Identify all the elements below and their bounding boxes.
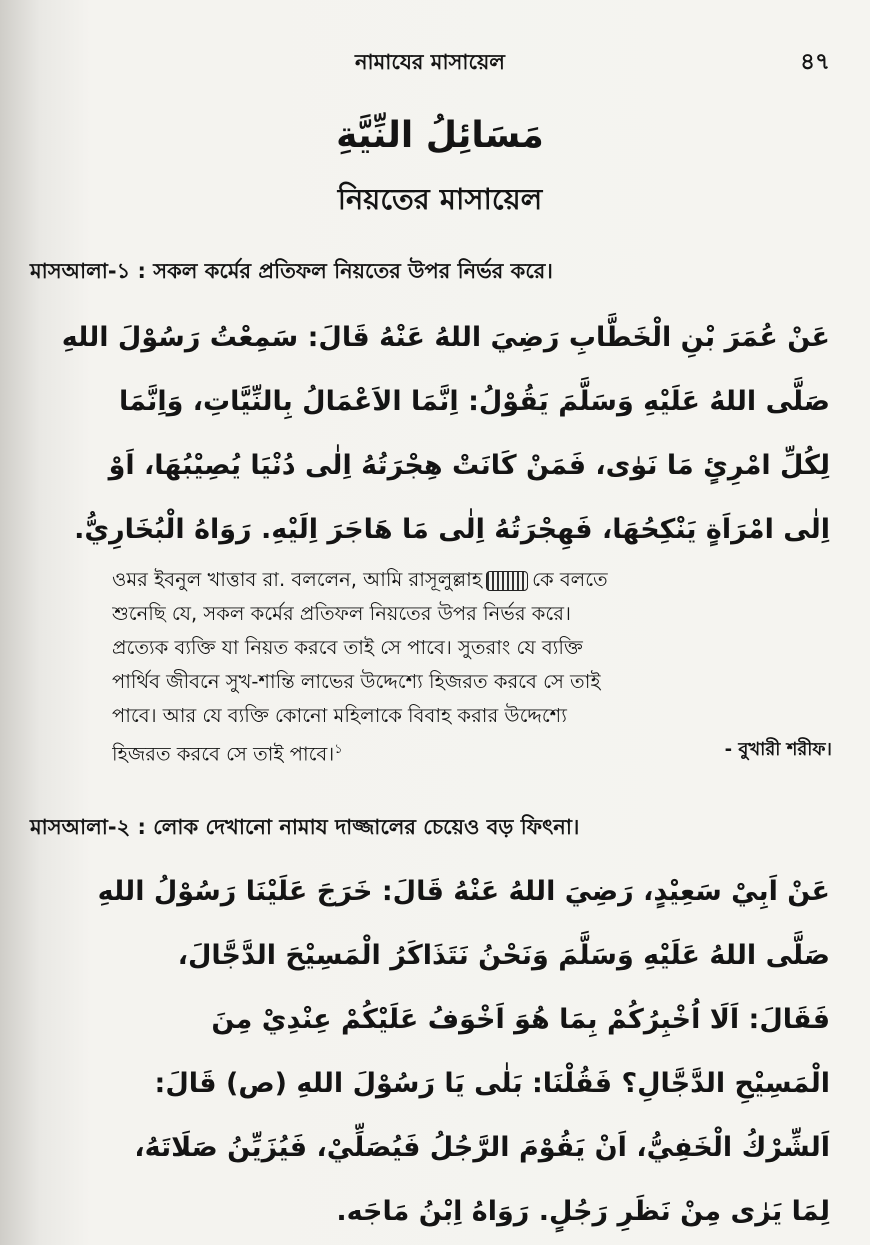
translation-text: হিজরত করবে সে তাই পাবে। [112, 742, 335, 766]
masala-2-hadith-arabic [60, 860, 830, 1244]
salawat-symbol-icon [486, 571, 528, 591]
translation-line: পার্থিব জীবনে সুখ-শান্তি লাভের উদ্দেশ্যে হিজরত করবে সে তাই [112, 670, 601, 693]
arabic-line: اِلٰى امْرَاَةٍ يَنْكِحُهَا، فَهِجْرَتُهُ اِلٰى مَا هَاجَرَ اِلَيْهِ. رَوَاهُ الْبُخَارِيُّ. [74, 514, 830, 545]
arabic-line: عَنْ عُمَرَ بْنِ الْخَطَّابِ رَضِيَ اللهُ عَنْهُ قَالَ: سَمِعْتُ رَسُوْلَ اللهِ [61, 322, 830, 353]
arabic-line: صَلَّى اللهُ عَلَيْهِ وَسَلَّمَ وَنَحْنُ نَتَذَاكَرُ الْمَسِيْحَ الدَّجَّالَ، [177, 940, 830, 971]
page-header [0, 44, 870, 80]
masala-1-heading: মাসআলা-১ : সকল কর্মের প্রতিফল নিয়তের উপর নির্ভর করে। [30, 259, 553, 283]
arabic-line: فَقَالَ: اَلَا اُخْبِرُكُمْ بِمَا هُوَ اَخْوَفُ عَلَيْكُمْ عِنْدِيْ مِنَ [211, 1004, 830, 1035]
arabic-line: لِمَا يَرٰى مِنْ نَظَرِ رَجُلٍ. رَوَاهُ اِبْنُ مَاجَه. [336, 1196, 830, 1227]
running-title: নামাযের মাসায়েল [355, 50, 505, 74]
footnote-mark: ১ [334, 742, 343, 757]
page-number: ৪৭ [800, 49, 830, 75]
arabic-line: عَنْ اَبِيْ سَعِيْدٍ، رَضِيَ اللهُ عَنْهُ قَالَ: خَرَجَ عَلَيْنَا رَسُوْلُ اللهِ [97, 876, 830, 907]
translation-line [112, 733, 832, 767]
arabic-line: الْمَسِيْحِ الدَّجَّالِ؟ فَقُلْنَا: بَلٰى يَا رَسُوْلَ اللهِ (ص) قَالَ: [154, 1068, 830, 1099]
translation-text: ওমর ইবনুল খাত্তাব রা. বললেন, আমি রাসূলুল্লাহ [112, 568, 483, 591]
hadith-source: - বুখারী শরীফ। [724, 739, 832, 760]
chapter-arabic-title: مَسَائِلُ النِّيَّةِ [336, 115, 544, 156]
translation-line: শুনেছি যে, সকল কর্মের প্রতিফল নিয়তের উপর নির্ভর করে। [112, 602, 571, 625]
chapter-bangla-title: নিয়তের মাসায়েল [337, 182, 543, 216]
masala-1-hadith-arabic [60, 306, 830, 562]
arabic-line: لِكُلِّ امْرِئٍ مَا نَوٰى، فَمَنْ كَانَتْ هِجْرَتُهُ اِلٰى دُنْيَا يُصِيْبُهَا، اَوْ [108, 450, 830, 481]
translation-line: প্রত্যেক ব্যক্তি যা নিয়ত করবে তাই সে পাবে। সুতরাং যে ব্যক্তি [112, 636, 583, 659]
arabic-line: صَلَّى اللهُ عَلَيْهِ وَسَلَّمَ يَقُوْلُ: اِنَّمَا الاَعْمَالُ بِالنِّيَّاتِ، وَاِنَّمَا [118, 386, 830, 417]
masala-2-heading: মাসআলা-২ : লোক দেখানো নামায দাজ্জালের চেয়েও বড় ফিৎনা। [30, 815, 580, 839]
arabic-line: اَلشِّرْكُ الْخَفِيُّ، اَنْ يَقُوْمَ الرَّجُلُ فَيُصَلِّيْ، فَيُزَيِّنُ صَلَاتَهُ، [134, 1132, 830, 1163]
translation-line: পাবে। আর যে ব্যক্তি কোনো মহিলাকে বিবাহ করার উদ্দেশ্যে [112, 704, 567, 727]
translation-text: কে বলতে [532, 568, 608, 591]
translation-line [112, 563, 832, 597]
masala-1-translation [112, 563, 832, 767]
